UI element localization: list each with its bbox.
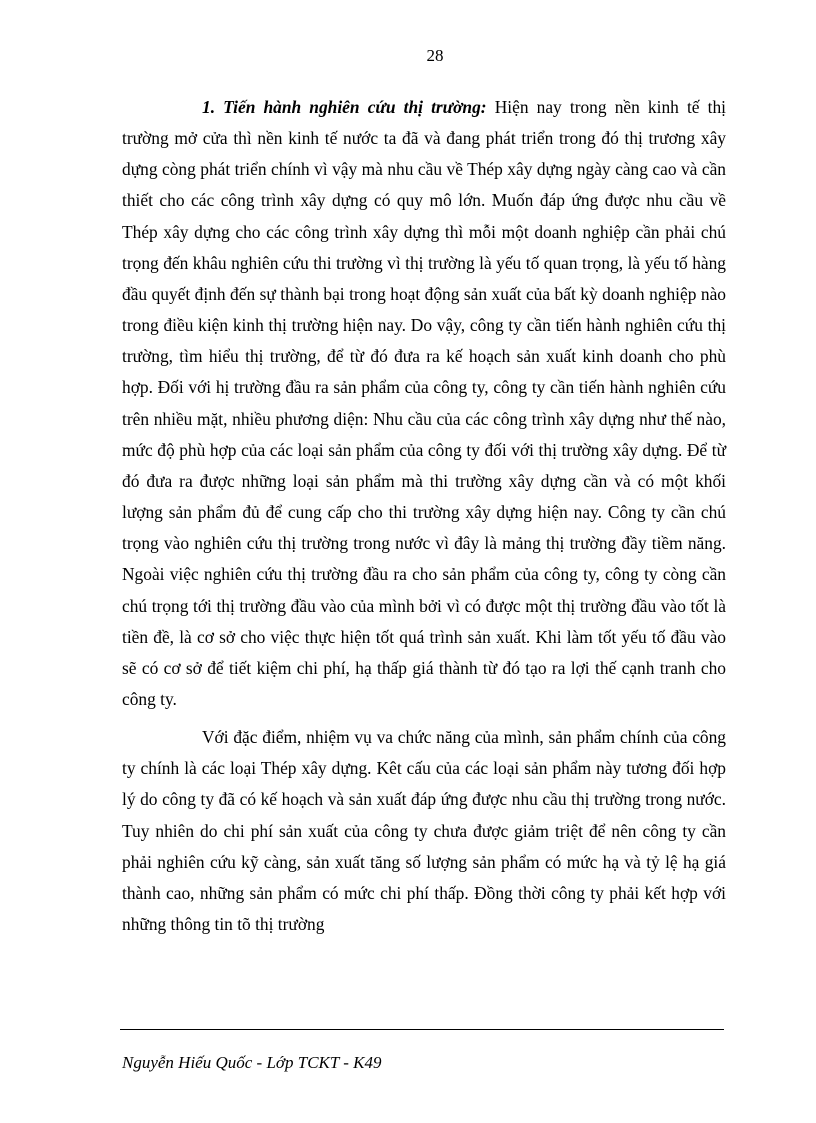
footer-author-line: Nguyễn Hiếu Quốc - Lớp TCKT - K49 — [122, 1053, 382, 1072]
footer-divider — [120, 1029, 724, 1030]
paragraph-1 — [122, 92, 726, 715]
paragraph-2: Với đặc điểm, nhiệm vụ va chức năng của mình, sản phẩm chính của công ty chính là các loại Thép xây dựng. Kêt cấu của các loại sản phẩm này tương đối hợp lý do công ty đã có kế hoạch và sản xuất đáp ứng được nhu cầu thị trường trong nước. Tuy nhiên do chi phí sản xuất của công ty chưa được giảm triệt để nên công ty cần phải nghiên cứu kỹ càng, sản xuất tăng số lượng sản phẩm có mức hạ và tỷ lệ hạ giá thành cao, những sản phẩm có mức chi phí thấp. Đồng thời công ty phải kết hợp với những thông tin tõ thị trường — [122, 727, 726, 935]
document-body — [122, 92, 726, 940]
paragraph-1-text: Hiện nay trong nền kinh tế thị trường mở cửa thì nền kinh tế nước ta đã và đang phát triển trong đó thị trương xây dựng còng phát triển chính vì vậy mà nhu cầu về Thép xây dựng ngày càng cao và cần thiết cho các công trình xây dựng có quy mô lớn. Muốn đáp ứng được nhu cầu về Thép xây dựng cho các công trình xây dựng thì mỗi một doanh nghiệp cần phải chú trọng đến khâu nghiên cứu thi trường vì thị trường là yếu tố quan trọng, là yếu tố hàng đầu quyết định đến sự thành bại trong hoạt động sản xuất của bất kỳ doanh nghiệp nào trong điều kiện kinh thị trường hiện nay. Do vậy, công ty cần tiến hành nghiên cứu thị trường, tìm hiểu thị trường, để từ đó đưa ra kế hoạch sản xuất kinh doanh cho phù hợp. Đối với hị trường đầu ra sản phẩm của công ty, công ty cần tiến hành nghiên cứu trên nhiều mặt, nhiều phương diện: Nhu cầu của các công trình xây dựng như thế nào, mức độ phù hợp của các loại sản phẩm của công ty đối với thị trường xây dựng. Để từ đó đưa ra được những loại sản phẩm mà thi trường xây dựng cần và có một khối lượng sản phẩm đủ để cung cấp cho thi trường xây dựng hiện nay. Công ty cần chú trọng vào nghiên cứu thị trường trong nước vì đây là mảng thị trường đầy tiềm năng. Ngoài việc nghiên cứu thị trường đầu ra cho sản phẩm của công ty, công ty còng cần chú trọng tới thị trường đầu vào của mình bởi vì có được một thị trường đầu vào tốt là tiền đề, là cơ sở cho việc thực hiện tốt quá trình sản xuất. Khi làm tốt yếu tố đầu vào sẽ có cơ sở để tiết kiệm chi phí, hạ thấp giá thành từ đó tạo ra lợi thế cạnh tranh cho công ty. — [122, 97, 726, 709]
section-heading: 1. Tiến hành nghiên cứu thị trường: — [202, 97, 487, 117]
page-number: 28 — [426, 46, 444, 65]
